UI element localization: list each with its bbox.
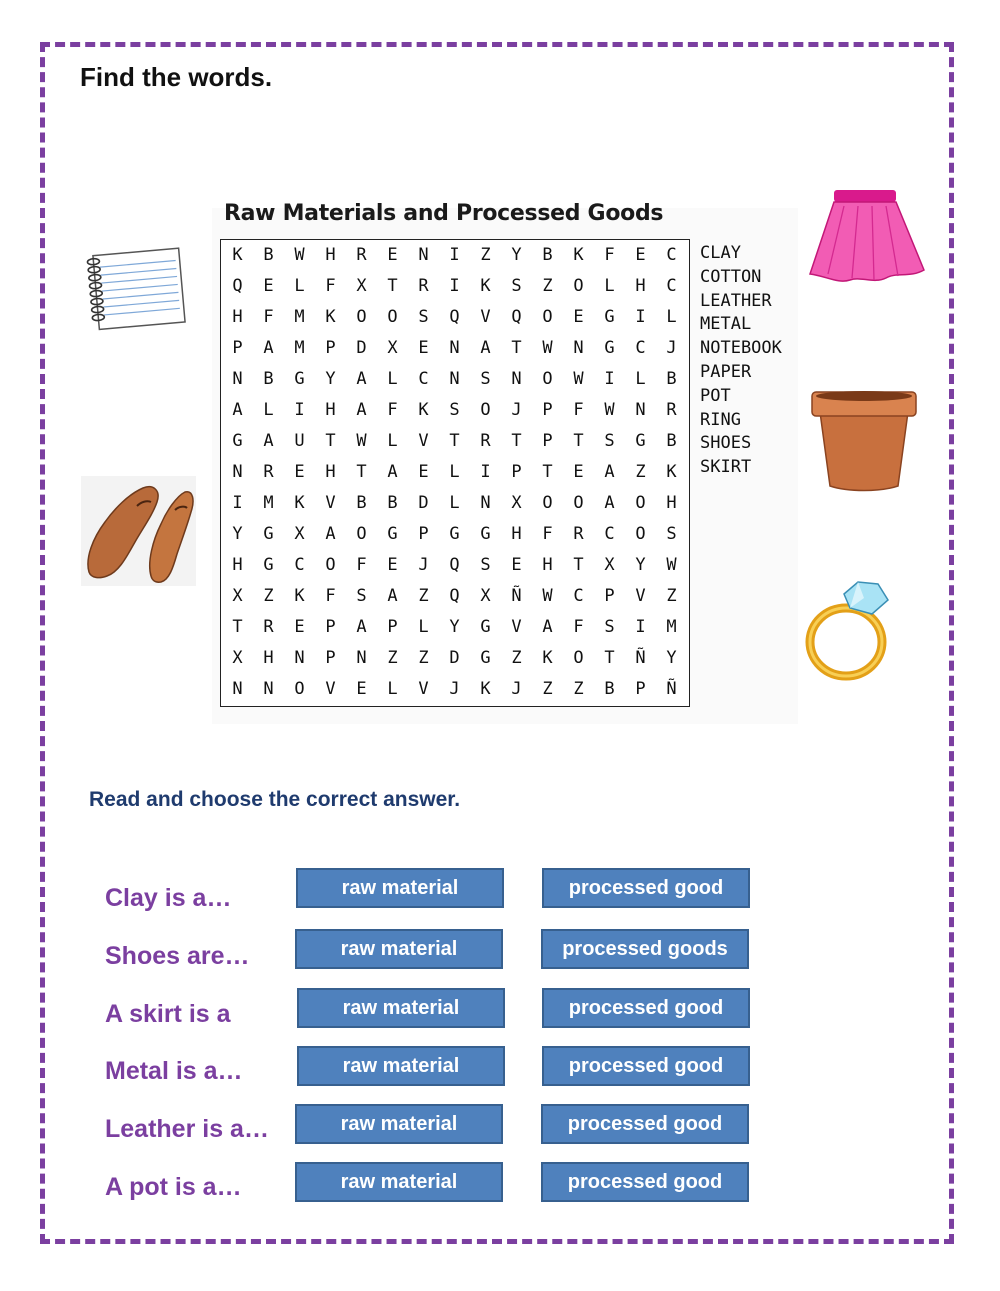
grid-letter: G [604,338,615,358]
grid-letter: S [480,369,491,389]
grid-letter: K [542,648,553,668]
grid-letter: Z [573,679,584,699]
grid-letter: H [232,555,243,575]
grid-letter: R [263,617,274,637]
grid-letter: R [666,400,677,420]
grid-letter: L [449,462,460,482]
grid-letter: B [263,369,274,389]
grid-letter: V [325,493,336,513]
grid-letter: Z [418,648,429,668]
grid-letter: S [666,524,677,544]
word-list-item: METAL [700,314,752,335]
grid-letter: P [635,679,646,699]
grid-letter: K [294,493,305,513]
grid-letter: C [418,369,429,389]
word-list-item: POT [700,385,731,406]
grid-letter: P [232,338,243,358]
grid-letter: J [449,679,460,699]
grid-letter: I [294,400,305,420]
grid-letter: G [480,524,491,544]
grid-letter: W [542,338,553,358]
grid-letter: O [325,555,336,575]
grid-letter: N [232,679,243,699]
processed-good-button[interactable]: processed good [542,988,750,1028]
grid-letter: A [325,524,336,544]
grid-letter: T [232,617,243,637]
grid-letter: B [542,245,553,265]
grid-letter: P [542,400,553,420]
grid-letter: Y [325,369,336,389]
grid-letter: B [666,369,677,389]
skirt-icon [800,186,930,286]
grid-letter: O [573,276,584,296]
grid-letter: F [356,555,367,575]
grid-letter: Z [263,586,274,606]
grid-letter: V [418,431,429,451]
question-prompt: Leather is a… [105,1115,269,1143]
grid-letter: G [480,617,491,637]
grid-letter: T [356,462,367,482]
grid-letter: W [666,555,677,575]
grid-letter: B [263,245,274,265]
grid-letter: V [480,307,491,327]
grid-letter: D [449,648,460,668]
grid-letter: M [666,617,677,637]
grid-letter: H [542,555,553,575]
grid-letter: X [511,493,522,513]
grid-letter: I [232,493,243,513]
grid-letter: B [387,493,398,513]
grid-letter: O [294,679,305,699]
grid-letter: R [480,431,491,451]
grid-letter: E [294,617,305,637]
grid-letter: O [356,307,367,327]
pot-icon [808,386,920,496]
grid-letter: X [232,586,243,606]
grid-letter: Q [449,586,460,606]
grid-letter: Z [666,586,677,606]
grid-letter: Z [480,245,491,265]
grid-letter: D [418,493,429,513]
question-prompt: Clay is a… [105,884,232,912]
grid-letter: L [294,276,305,296]
grid-letter: N [232,462,243,482]
grid-letter: T [387,276,398,296]
grid-letter: N [449,338,460,358]
grid-letter: N [294,648,305,668]
grid-letter: Z [542,276,553,296]
grid-letter: O [356,524,367,544]
grid-letter: H [635,276,646,296]
grid-letter: P [387,617,398,637]
grid-letter: I [635,617,646,637]
grid-letter: W [604,400,615,420]
grid-letter: O [635,493,646,513]
shoes-icon [81,476,196,586]
grid-letter: P [542,431,553,451]
grid-letter: C [604,524,615,544]
grid-letter: W [356,431,367,451]
grid-letter: A [356,369,367,389]
grid-letter: S [480,555,491,575]
grid-letter: N [511,369,522,389]
grid-letter: G [294,369,305,389]
grid-letter: Z [387,648,398,668]
grid-letter: Q [449,555,460,575]
grid-letter: T [449,431,460,451]
grid-letter: L [666,307,677,327]
grid-letter: L [263,400,274,420]
grid-letter: X [480,586,491,606]
word-list-item: NOTEBOOK [700,338,782,359]
grid-letter: L [418,617,429,637]
processed-good-button[interactable]: processed good [541,1104,749,1144]
grid-letter: H [511,524,522,544]
grid-letter: F [573,617,584,637]
grid-letter: N [263,679,274,699]
grid-letter: Y [635,555,646,575]
grid-letter: X [356,276,367,296]
grid-letter: F [387,400,398,420]
grid-letter: F [325,276,336,296]
grid-letter: Y [232,524,243,544]
grid-letter: T [511,338,522,358]
grid-letter: Y [449,617,460,637]
grid-letter: V [635,586,646,606]
grid-letter: V [511,617,522,637]
grid-letter: N [635,400,646,420]
grid-letter: Z [542,679,553,699]
word-list-item: COTTON [700,266,762,287]
grid-letter: G [263,555,274,575]
grid-letter: G [480,648,491,668]
grid-letter: K [573,245,584,265]
grid-letter: E [387,245,398,265]
grid-letter: S [356,586,367,606]
grid-letter: W [294,245,305,265]
grid-letter: W [573,369,584,389]
grid-letter: H [263,648,274,668]
grid-letter: M [263,493,274,513]
grid-letter: P [325,648,336,668]
grid-letter: Z [418,586,429,606]
grid-letter: E [294,462,305,482]
grid-letter: G [232,431,243,451]
grid-letter: C [666,245,677,265]
grid-letter: A [263,338,274,358]
raw-material-button[interactable]: raw material [295,1162,503,1202]
instructions-heading: Read and choose the correct answer. [89,788,461,811]
grid-letter: T [511,431,522,451]
raw-material-button[interactable]: raw material [296,868,504,908]
grid-letter: J [511,400,522,420]
grid-letter: N [356,648,367,668]
grid-letter: Q [449,307,460,327]
grid-letter: W [542,586,553,606]
grid-letter: L [387,431,398,451]
grid-letter: E [356,679,367,699]
grid-letter: Ñ [635,648,646,668]
grid-letter: L [387,679,398,699]
grid-letter: G [635,431,646,451]
grid-letter: P [604,586,615,606]
grid-letter: J [511,679,522,699]
grid-letter: Y [511,245,522,265]
grid-letter: I [449,276,460,296]
question-prompt: A skirt is a [105,1000,231,1028]
grid-letter: H [325,400,336,420]
grid-letter: X [387,338,398,358]
grid-letter: E [418,462,429,482]
grid-letter: P [511,462,522,482]
question-prompt: A pot is a… [105,1173,242,1201]
grid-letter: Q [232,276,243,296]
word-list-item: SKIRT [700,457,752,478]
grid-letter: O [542,493,553,513]
grid-letter: H [666,493,677,513]
grid-letter: B [356,493,367,513]
grid-letter: G [387,524,398,544]
grid-letter: D [356,338,367,358]
grid-letter: V [418,679,429,699]
ring-icon [802,576,898,684]
grid-letter: O [480,400,491,420]
word-search-title: Raw Materials and Processed Goods [224,201,664,226]
grid-letter: V [325,679,336,699]
grid-letter: C [666,276,677,296]
grid-letter: O [573,648,584,668]
grid-letter: M [294,307,305,327]
grid-letter: A [604,493,615,513]
grid-letter: F [604,245,615,265]
grid-letter: M [294,338,305,358]
grid-letter: E [387,555,398,575]
grid-letter: A [542,617,553,637]
grid-letter: A [387,586,398,606]
grid-letter: G [449,524,460,544]
grid-letter: C [635,338,646,358]
grid-letter: R [263,462,274,482]
grid-letter: C [573,586,584,606]
raw-material-button[interactable]: raw material [295,1104,503,1144]
word-list [700,242,782,480]
grid-letter: K [232,245,243,265]
processed-good-button[interactable]: processed good [542,1046,750,1086]
grid-letter: N [232,369,243,389]
grid-letter: O [387,307,398,327]
grid-letter: O [573,493,584,513]
question-prompt: Shoes are… [105,942,250,970]
grid-letter: S [449,400,460,420]
grid-letter: K [325,307,336,327]
grid-letter: P [418,524,429,544]
grid-letter: S [418,307,429,327]
grid-letter: H [325,462,336,482]
grid-letter: H [232,307,243,327]
grid-letter: E [573,462,584,482]
word-list-item: RING [700,409,741,430]
grid-letter: X [232,648,243,668]
grid-letter: A [480,338,491,358]
grid-letter: A [387,462,398,482]
grid-letter: A [263,431,274,451]
grid-letter: F [263,307,274,327]
grid-letter: F [325,586,336,606]
grid-letter: I [449,245,460,265]
word-list-item: CLAY [700,243,741,263]
grid-letter: B [604,679,615,699]
grid-letter: R [356,245,367,265]
grid-letter: S [604,431,615,451]
grid-letter: L [604,276,615,296]
grid-letter: T [573,555,584,575]
processed-good-button[interactable]: processed goods [541,929,749,969]
grid-letter: H [325,245,336,265]
grid-letter: N [573,338,584,358]
grid-letter: T [573,431,584,451]
grid-letter: E [263,276,274,296]
grid-letter: T [325,431,336,451]
grid-letter: L [387,369,398,389]
grid-letter: K [480,679,491,699]
grid-letter: E [635,245,646,265]
grid-letter: E [573,307,584,327]
processed-good-button[interactable]: processed good [541,1162,749,1202]
word-list-item: PAPER [700,361,752,382]
grid-letter: O [542,307,553,327]
grid-letter: J [418,555,429,575]
grid-letter: Q [511,307,522,327]
grid-letter: Ñ [666,679,677,699]
grid-letter: K [418,400,429,420]
question-prompt: Metal is a… [105,1057,243,1085]
grid-letter: N [418,245,429,265]
grid-letter: O [542,369,553,389]
grid-letter: G [263,524,274,544]
grid-letter: K [666,462,677,482]
grid-letter: Z [511,648,522,668]
grid-letter: G [604,307,615,327]
grid-letter: I [604,369,615,389]
grid-letter: F [573,400,584,420]
grid-letter: T [604,648,615,668]
grid-letter: N [480,493,491,513]
raw-material-button[interactable]: raw material [297,1046,505,1086]
grid-letter: R [573,524,584,544]
raw-material-button[interactable]: raw material [297,988,505,1028]
grid-letter: T [542,462,553,482]
grid-letter: A [232,400,243,420]
grid-letter: F [542,524,553,544]
grid-letter: S [511,276,522,296]
grid-letter: A [356,400,367,420]
grid-letter: S [604,617,615,637]
word-list-item: SHOES [700,433,752,454]
grid-letter: I [635,307,646,327]
word-search-grid [220,239,690,707]
grid-letter: L [635,369,646,389]
grid-letter: Ñ [511,586,522,606]
grid-letter: Y [666,648,677,668]
grid-letter: X [604,555,615,575]
word-list-item: LEATHER [700,290,772,311]
grid-letter: B [666,431,677,451]
grid-letter: P [325,338,336,358]
grid-letter: X [294,524,305,544]
raw-material-button[interactable]: raw material [295,929,503,969]
notebook-icon [82,244,192,334]
grid-letter: A [604,462,615,482]
grid-letter: K [480,276,491,296]
grid-letter: I [480,462,491,482]
grid-letter: Z [635,462,646,482]
grid-letter: J [666,338,677,358]
grid-letter: L [449,493,460,513]
grid-letter: O [635,524,646,544]
page-title: Find the words. [80,62,273,92]
grid-letter: E [511,555,522,575]
grid-letter: R [418,276,429,296]
grid-letter: P [325,617,336,637]
grid-letter: U [294,431,305,451]
processed-good-button[interactable]: processed good [542,868,750,908]
grid-letter: N [449,369,460,389]
grid-letter: E [418,338,429,358]
grid-letter: K [294,586,305,606]
grid-letter: C [294,555,305,575]
grid-letter: A [356,617,367,637]
